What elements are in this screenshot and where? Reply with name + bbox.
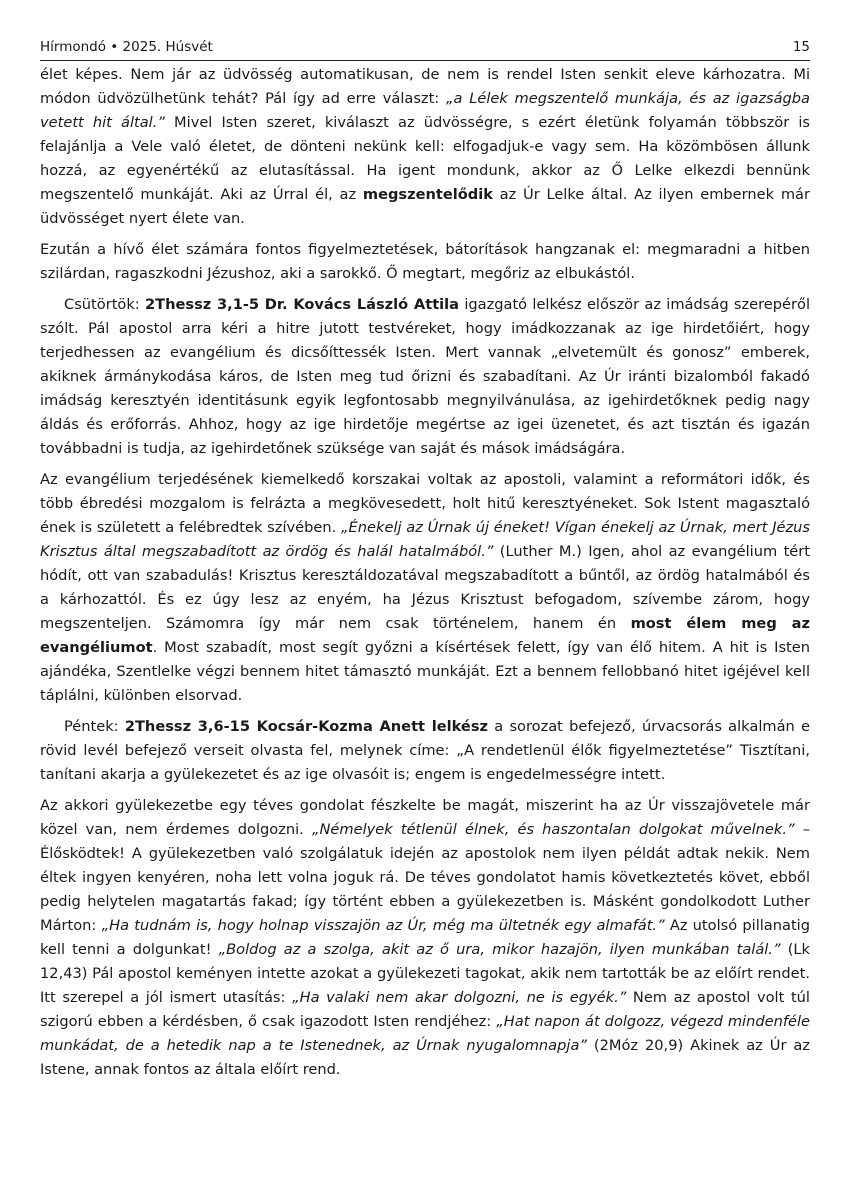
text-run: az Úr Lelke által. Az ilyen embernek már üdvösséget nyert élete van. bbox=[40, 186, 810, 227]
text-run: – Élősködtek! A gyülekezetben való szolgálatuk idején az apostolok nem ilyen példát adtak nekik. Nem éltek ingyen kenyéren, noha lett volna joguk rá. De téves gondolatot hamis következtetés követ, ebből pedig helytelen magatartás fakad; így történt ebben a gyülekezetben is. Másként gondolkodott Luther Márton: bbox=[40, 821, 810, 934]
italic-quote: „Ha tudnám is, hogy holnap visszajön az Úr, még ma ültetnék egy almafát.” bbox=[101, 917, 665, 934]
italic-quote: „Énekelj az Úrnak új éneket! Vígan énekelj az Úrnak, mert Jézus Krisztus által megszabadított az ördög és halál hatalmából.” bbox=[40, 519, 810, 560]
text-run: Az akkori gyülekezetbe egy téves gondolat fészkelte be magát, miszerint ha az Úr visszajövetele már közel van, nem érdemes dolgozni. bbox=[40, 797, 810, 838]
text-run: Az utolsó pillanatig kell tenni a dolgunkat! bbox=[40, 917, 810, 958]
italic-quote: „a Lélek megszentelő munkája, és az igazságba vetett hit által.” bbox=[40, 90, 810, 131]
paragraph-5 bbox=[40, 715, 810, 787]
bold-emphasis: most élem meg az evangéliumot bbox=[40, 615, 810, 656]
text-run: élet képes. Nem jár az üdvösség automatikusan, de nem is rendel Isten senkit eleve kárhozatra. Mi módon üdvözülhetünk tehát? Pál így ad erre választ: bbox=[40, 66, 810, 107]
text-run: (Luther M.) Igen, ahol az evangélium tért hódít, ott van szabadulás! Krisztus keresztáldozatával megszabadított a bűntől, az ördög hatalmából és a kárhozattól. És ez úgy lesz az enyém, ha Jézus Krisztust befogadom, szívembe zárom, hogy megszenteljen. Számomra így már nem csak történelem, hanem én bbox=[40, 543, 810, 632]
text-run: igazgató lelkész először az imádság szerepéről szólt. Pál apostol arra kéri a hitre jutott testvéreket, hogy imádkozzanak az ige hirdetőiért, hogy terjedhessen az evangélium és dicsőíttessék Isten. Mert vannak „elvetemült és gonosz” emberek, akiknek ármánykodása káros, de Isten meg tud őrizni és szabadítani. Az Úr iránti bizalomból fakadó imádság keresztyén identitásunk egyik legfontosabb megnyilvánulása, az igehirdetőknek pedig nagy áldás és erőforrás. Ahhoz, hogy az ige hirdetője megértse az igei üzenetet, és azt tisztán és igazán továbbadni is tudja, az igehirdetőnek szüksége van saját és mások imádságára. bbox=[40, 296, 810, 457]
text-run: Csütörtök: bbox=[64, 296, 146, 313]
italic-quote: „Boldog az a szolga, akit az ő ura, mikor hazajön, ilyen munkában talál.” bbox=[218, 941, 781, 958]
text-run: Péntek: bbox=[64, 718, 125, 735]
italic-quote: „Ha valaki nem akar dolgozni, ne is egyék.” bbox=[292, 989, 627, 1006]
italic-quote: „Némelyek tétlenül élnek, és haszontalan dolgokat művelnek.” bbox=[311, 821, 795, 838]
document-page bbox=[40, 38, 810, 1089]
text-run: Mivel Isten szeret, kiválaszt az üdvösségre, s ezért életünk folyamán többször is felajánlja a Vele való életet, de dönteni nekünk kell: elfogadjuk-e vagy sem. Ha közömbösen állunk hozzá, az egyenértékű az elutasítással. Ha igent mondunk, akkor az Ő Lelke elkezdi bennünk megszentelő munkáját. Aki az Úrral él, az bbox=[40, 114, 810, 203]
text-run: (Lk 12,43) Pál apostol keményen intette azokat a gyülekezeti tagokat, akik nem tartották be az előírt rendet. Itt szerepel a jól ismert utasítás: bbox=[40, 941, 811, 1006]
text-run: Az evangélium terjedésének kiemelkedő korszakai voltak az apostoli, valamint a reformátori idők, és több ébredési mozgalom is felrázta a megkövesedett, holt hitű keresztyéneket. Sok Istent magasztaló ének is született a felébredtek szívében. bbox=[40, 471, 810, 536]
running-title: Hírmondó • 2025. Húsvét bbox=[40, 39, 213, 55]
paragraph-1 bbox=[40, 63, 810, 231]
bold-reference: 2Thessz 3,1-5 Dr. Kovács László Attila bbox=[145, 296, 460, 313]
bold-emphasis: megszentelődik bbox=[362, 186, 493, 203]
text-run: (2Móz 20,9) Akinek az Úr az Istene, annak fontos az általa előírt rend. bbox=[40, 1037, 810, 1078]
text-run: a sorozat befejező, úrvacsorás alkalmán e rövid levél befejező verseit olvasta fel, melynek címe: „A rendetlenül élők figyelmeztetése” Tisztítani, tanítani akarja a gyülekezetet és az ige olvasóit is; engem is engedelmességre intett. bbox=[40, 718, 810, 783]
paragraph-3 bbox=[40, 293, 810, 461]
text-run: . Most szabadít, most segít győzni a kísértések felett, így van élő hitem. A hit is Isten ajándéka, Szentlelke végzi bennem hitet támasztó munkáját. Ezt a bennem fellobbanó hitet igéjével kell táplálni, különben elsorvad. bbox=[40, 639, 810, 704]
page-number: 15 bbox=[792, 39, 810, 55]
text-run: Ezután a hívő élet számára fontos figyelmeztetések, bátorítások hangzanak el: megmaradni a hitben szilárdan, ragaszkodni Jézushoz, aki a sarokkő. Ő megtart, megőriz az elbukástól. bbox=[40, 241, 810, 282]
italic-quote: „Hat napon át dolgozz, végezd mindenféle munkádat, de a hetedik nap a te Istenednek, az Úrnak nyugalomnapja” bbox=[40, 1013, 810, 1054]
page-header bbox=[40, 38, 810, 61]
text-run: Nem az apostol volt túl szigorú ebben a kérdésben, ő csak igazodott Isten rendjéhez: bbox=[40, 989, 810, 1030]
paragraph-6 bbox=[40, 794, 810, 1082]
article-body bbox=[40, 63, 810, 1082]
bold-reference: 2Thessz 3,6-15 Kocsár-Kozma Anett lelkész bbox=[124, 718, 489, 735]
paragraph-4 bbox=[40, 468, 810, 708]
paragraph-2 bbox=[40, 238, 810, 286]
